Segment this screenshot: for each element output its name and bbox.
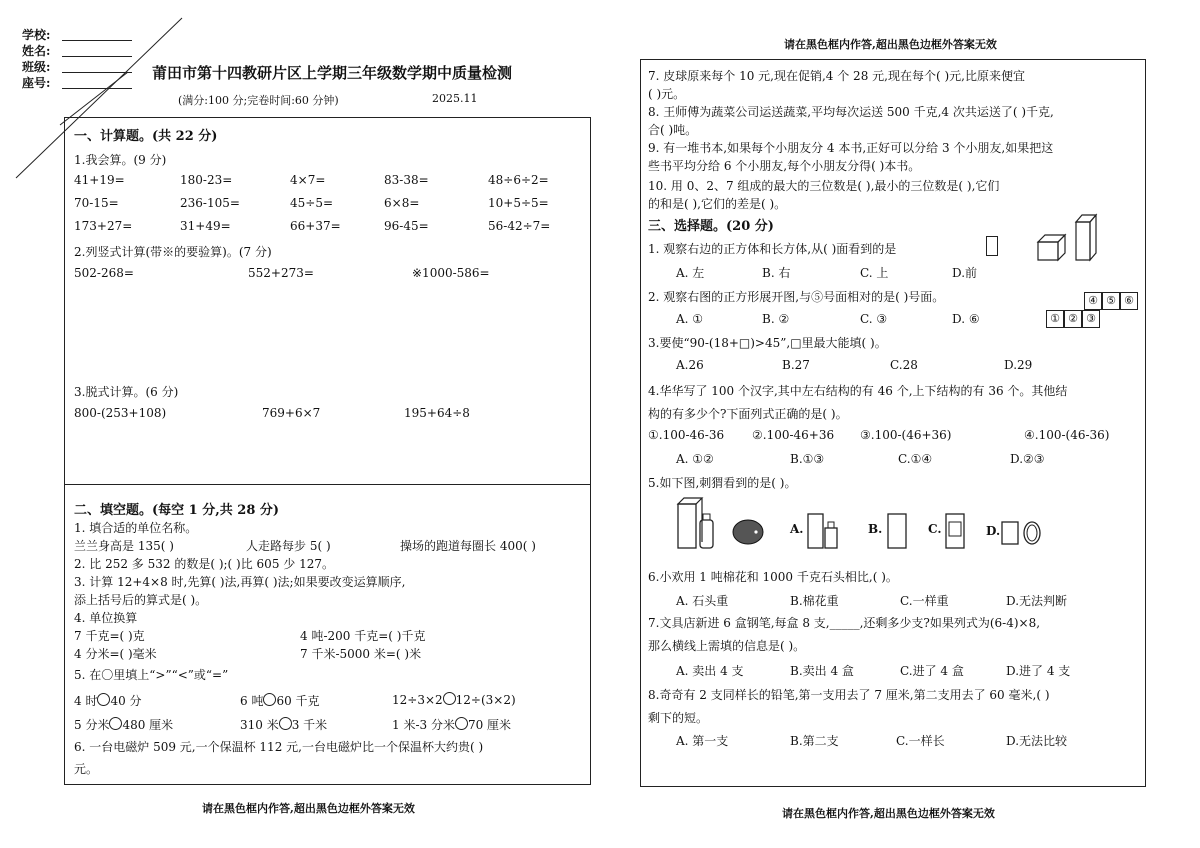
fill-5: 5. 在〇里填上“>”“<”或“=” bbox=[74, 668, 229, 682]
choice-8-opt-d[interactable]: D.无法比较 bbox=[1006, 734, 1068, 748]
choice-6-opt-b[interactable]: B.棉花重 bbox=[790, 594, 839, 608]
q1-r3c2: 31+49= bbox=[180, 219, 231, 233]
fill-2: 2. 比 252 多 532 的数是( );( )比 605 少 127。 bbox=[74, 557, 334, 571]
class-label: 班级: bbox=[22, 60, 51, 74]
net-face-5: ⑤ bbox=[1102, 292, 1120, 310]
choice-1-opt-b[interactable]: B. 右 bbox=[762, 266, 791, 280]
net-face-3: ③ bbox=[1082, 310, 1100, 328]
fill-10b: 的和是( ),它们的差是( )。 bbox=[648, 197, 787, 211]
fill-1a: 兰兰身高是 135( ) bbox=[74, 539, 174, 553]
q1-r2c3: 45÷5= bbox=[290, 196, 334, 210]
q1-r1c1: 41+19= bbox=[74, 173, 125, 187]
q1-title: 1.我会算。(9 分) bbox=[74, 153, 167, 167]
choice-8b: 剩下的短。 bbox=[648, 711, 709, 725]
choice-2: 2. 观察右图的正方形展开图,与⑤号面相对的是( )号面。 bbox=[648, 290, 945, 304]
choice-5: 5.如下图,刺猬看到的是( )。 bbox=[648, 476, 797, 490]
net-face-2: ② bbox=[1064, 310, 1082, 328]
cube-and-cuboid-icon bbox=[1034, 212, 1104, 264]
choice-6: 6.小欢用 1 吨棉花和 1000 千克石头相比,( )。 bbox=[648, 570, 898, 584]
choice-6-opt-c[interactable]: C.一样重 bbox=[900, 594, 949, 608]
compare-3 bbox=[392, 692, 516, 707]
choice-5-opt-a[interactable]: A. bbox=[790, 522, 804, 536]
choice-4-expr-2: ②.100-46+36 bbox=[752, 428, 835, 442]
compare-3-right: 12÷(3×2) bbox=[455, 693, 516, 707]
choice-8-opt-c[interactable]: C.一样长 bbox=[896, 734, 945, 748]
compare-4-right: 480 厘米 bbox=[122, 718, 174, 732]
fill-4: 4. 单位换算 bbox=[74, 611, 138, 625]
choice-3-opt-b[interactable]: B.27 bbox=[782, 358, 810, 372]
choice-1-opt-d[interactable]: D.前 bbox=[952, 266, 978, 280]
fill-1b: 人走路每步 5( ) bbox=[246, 539, 331, 553]
compare-2-left: 6 吨 bbox=[240, 694, 264, 708]
compare-6 bbox=[392, 716, 511, 733]
fill-9a: 9. 有一堆书本,如果每个小朋友分 4 本书,正好可以分给 3 个小朋友,如果把这 bbox=[648, 141, 1054, 155]
compare-circle[interactable] bbox=[443, 692, 456, 705]
fill-9b: 些书平均分给 6 个小朋友,每个小朋友分得( )本书。 bbox=[648, 159, 921, 173]
choice-2-opt-d[interactable]: D. ⑥ bbox=[952, 312, 980, 326]
q1-r3c3: 66+37= bbox=[290, 219, 341, 233]
q1-r3c1: 173+27= bbox=[74, 219, 133, 233]
compare-5-right: 3 千米 bbox=[291, 718, 328, 732]
choice-4-opt-a[interactable]: A. ①② bbox=[676, 452, 714, 466]
page-subtitle: (满分:100 分;完卷时间:60 分钟) bbox=[178, 94, 339, 107]
notice-top: 请在黑色框内作答,超出黑色边框外答案无效 bbox=[784, 38, 997, 51]
q2-item-1: 502-268= bbox=[74, 266, 134, 280]
choice-5-opt-c[interactable]: C. bbox=[928, 522, 942, 536]
choice-6-opt-a[interactable]: A. 石头重 bbox=[676, 594, 729, 608]
fill-1c: 操场的跑道每圈长 400( ) bbox=[400, 539, 536, 553]
view-c-icon bbox=[944, 512, 970, 552]
choice-3-opt-a[interactable]: A.26 bbox=[676, 358, 704, 372]
view-d-icon bbox=[1000, 518, 1046, 548]
choice-4b: 构的有多少个?下面列式正确的是( )。 bbox=[648, 407, 848, 421]
compare-1-right: 40 分 bbox=[110, 694, 142, 708]
compare-1 bbox=[74, 692, 142, 709]
fill-4a: 7 千克=( )克 bbox=[74, 629, 145, 643]
choice-2-opt-c[interactable]: C. ③ bbox=[860, 312, 888, 326]
choice-3-opt-c[interactable]: C.28 bbox=[890, 358, 918, 372]
fill-6a: 6. 一台电磁炉 509 元,一个保温杯 112 元,一台电磁炉比一个保温杯大约贵( ) bbox=[74, 740, 484, 754]
view-a-icon bbox=[806, 512, 846, 552]
compare-circle[interactable] bbox=[263, 693, 276, 706]
q2-item-3: ※1000-586= bbox=[412, 266, 490, 280]
choice-3-opt-d[interactable]: D.29 bbox=[1004, 358, 1033, 372]
notice-right: 请在黑色框内作答,超出黑色边框外答案无效 bbox=[782, 807, 995, 820]
q1-r1c2: 180-23= bbox=[180, 173, 233, 187]
net-face-1: ① bbox=[1046, 310, 1064, 328]
choice-1-opt-c[interactable]: C. 上 bbox=[860, 266, 889, 280]
choice-7a: 7.文具店新进 6 盒钢笔,每盒 8 支,_____,还剩多少支?如果列式为(6-4)×8, bbox=[648, 616, 1041, 630]
q1-r1c3: 4×7= bbox=[290, 173, 326, 187]
q3-item-2: 769+6×7 bbox=[262, 406, 321, 420]
sec3-title: 三、选择题。(20 分) bbox=[648, 219, 774, 234]
choice-5-opt-b[interactable]: B. bbox=[868, 522, 883, 536]
compare-4-left: 5 分米 bbox=[74, 718, 110, 732]
compare-5-left: 310 米 bbox=[240, 718, 279, 732]
rectangle-view-icon bbox=[986, 236, 998, 256]
fill-7b: ( )元。 bbox=[648, 87, 686, 101]
seat-label: 座号: bbox=[22, 76, 51, 90]
fill-6b: 元。 bbox=[74, 762, 99, 776]
fill-7a: 7. 皮球原来每个 10 元,现在促销,4 个 28 元,现在每个( )元,比原来便宜 bbox=[648, 69, 1025, 83]
compare-circle[interactable] bbox=[109, 717, 122, 730]
cube-net-bottom bbox=[1046, 307, 1100, 328]
q2-title: 2.列竖式计算(带※的要验算)。(7 分) bbox=[74, 245, 272, 259]
q1-r2c5: 10+5÷5= bbox=[488, 196, 549, 210]
objects-and-hedgehog-icon bbox=[672, 496, 792, 552]
compare-2-right: 60 千克 bbox=[276, 694, 320, 708]
choice-4-opt-d[interactable]: D.②③ bbox=[1010, 452, 1045, 466]
fill-4b: 4 吨-200 千克=( )千克 bbox=[300, 629, 426, 643]
choice-7-opt-a[interactable]: A. 卖出 4 支 bbox=[676, 664, 744, 678]
left-answer-box bbox=[64, 117, 591, 785]
choice-7-opt-c[interactable]: C.进了 4 盒 bbox=[900, 664, 964, 678]
choice-4-opt-b[interactable]: B.①③ bbox=[790, 452, 825, 466]
fill-4d: 7 千米-5000 米=( )米 bbox=[300, 647, 422, 661]
fill-3b: 添上括号后的算式是( )。 bbox=[74, 593, 208, 607]
compare-4 bbox=[74, 716, 173, 733]
compare-circle[interactable] bbox=[279, 717, 292, 730]
left-section-divider bbox=[64, 484, 591, 485]
choice-1: 1. 观察右边的正方体和长方体,从( )面看到的是 bbox=[648, 242, 897, 256]
fill-8b: 合( )吨。 bbox=[648, 123, 698, 137]
fill-8a: 8. 王师傅为蔬菜公司运送蔬菜,平均每次运送 500 千克,4 次共运送了( )千克, bbox=[648, 105, 1054, 119]
choice-7b: 那么横线上需填的信息是( )。 bbox=[648, 639, 806, 653]
choice-7-opt-b[interactable]: B.卖出 4 盒 bbox=[790, 664, 854, 678]
sec2-title: 二、填空题。(每空 1 分,共 28 分) bbox=[74, 503, 280, 518]
q2-item-2: 552+273= bbox=[248, 266, 314, 280]
choice-5-opt-d[interactable]: D. bbox=[986, 524, 1001, 538]
school-label: 学校: bbox=[22, 28, 51, 42]
fill-3a: 3. 计算 12+4×8 时,先算( )法,再算( )法;如果要改变运算顺序, bbox=[74, 575, 406, 589]
choice-4-opt-c[interactable]: C.①④ bbox=[898, 452, 933, 466]
page-title: 莆田市第十四教研片区上学期三年级数学期中质量检测 bbox=[152, 64, 513, 82]
exam-date: 2025.11 bbox=[432, 92, 478, 105]
net-face-4: ④ bbox=[1084, 292, 1102, 310]
compare-2 bbox=[240, 692, 320, 709]
choice-4-expr-3: ③.100-(46+36) bbox=[860, 428, 952, 442]
fill-1: 1. 填合适的单位名称。 bbox=[74, 521, 198, 535]
choice-8-opt-b[interactable]: B.第二支 bbox=[790, 734, 839, 748]
net-face-6: ⑥ bbox=[1120, 292, 1138, 310]
choice-4-expr-4: ④.100-(46-36) bbox=[1024, 428, 1110, 442]
compare-5 bbox=[240, 716, 327, 733]
q1-r2c4: 6×8= bbox=[384, 196, 420, 210]
q3-title: 3.脱式计算。(6 分) bbox=[74, 385, 179, 399]
q1-r2c2: 236-105= bbox=[180, 196, 240, 210]
choice-1-opt-a[interactable]: A. 左 bbox=[676, 266, 705, 280]
notice-left: 请在黑色框内作答,超出黑色边框外答案无效 bbox=[202, 802, 415, 815]
compare-6-left: 1 米-3 分米 bbox=[392, 718, 455, 732]
q3-item-1: 800-(253+108) bbox=[74, 406, 167, 420]
q3-item-3: 195+64÷8 bbox=[404, 406, 470, 420]
compare-circle[interactable] bbox=[455, 717, 468, 730]
view-b-icon bbox=[886, 512, 910, 552]
choice-3: 3.要使“90-(18+□)>45”,□里最大能填( )。 bbox=[648, 336, 887, 350]
fill-4c: 4 分米=( )毫米 bbox=[74, 647, 157, 661]
choice-2-opt-a[interactable]: A. ① bbox=[676, 312, 704, 326]
compare-1-left: 4 时 bbox=[74, 694, 98, 708]
choice-8-opt-a[interactable]: A. 第一支 bbox=[676, 734, 729, 748]
q1-r2c1: 70-15= bbox=[74, 196, 119, 210]
compare-6-right: 70 厘米 bbox=[467, 718, 512, 732]
q1-r1c5: 48÷6÷2= bbox=[488, 173, 549, 187]
q1-r1c4: 83-38= bbox=[384, 173, 429, 187]
sec1-title: 一、计算题。(共 22 分) bbox=[74, 129, 218, 144]
q1-r3c4: 96-45= bbox=[384, 219, 429, 233]
choice-7-opt-d[interactable]: D.进了 4 支 bbox=[1006, 664, 1071, 678]
choice-4a: 4.华华写了 100 个汉字,其中左右结构的有 46 个,上下结构的有 36 个。其他结 bbox=[648, 384, 1068, 398]
q1-r3c5: 56-42÷7= bbox=[488, 219, 551, 233]
choice-8a: 8.奇奇有 2 支同样长的铅笔,第一支用去了 7 厘米,第二支用去了 60 毫米,( ) bbox=[648, 688, 1050, 702]
name-label: 姓名: bbox=[22, 44, 51, 58]
choice-2-opt-b[interactable]: B. ② bbox=[762, 312, 790, 326]
choice-4-expr-1: ①.100-46-36 bbox=[648, 428, 725, 442]
compare-circle[interactable] bbox=[97, 693, 110, 706]
choice-6-opt-d[interactable]: D.无法判断 bbox=[1006, 594, 1068, 608]
compare-3-left: 12÷3×2 bbox=[392, 693, 443, 707]
fill-10a: 10. 用 0、2、7 组成的最大的三位数是( ),最小的三位数是( ),它们 bbox=[648, 179, 1000, 193]
